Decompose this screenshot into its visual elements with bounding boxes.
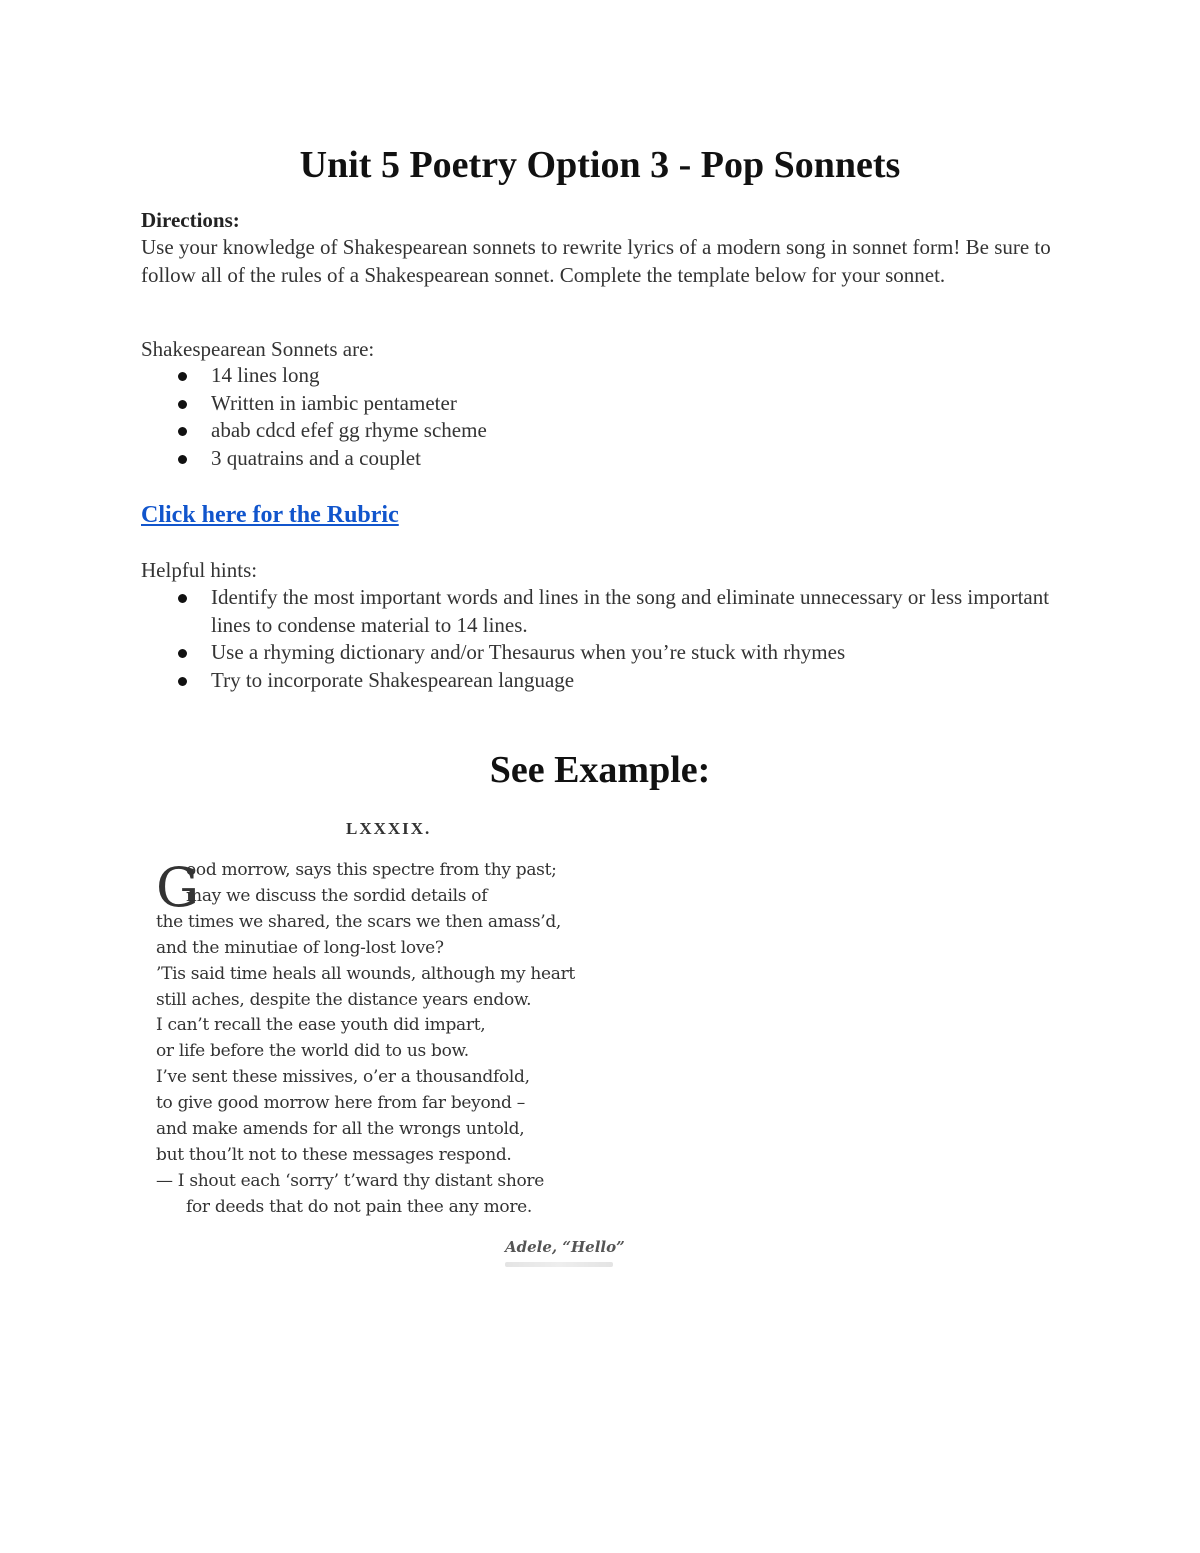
list-item-text: Written in iambic pentameter [211,390,457,415]
bullet-icon [178,594,187,603]
sonnet-line: — I shout each ‘sorry’ t’ward thy distant shore [156,1170,545,1191]
sonnet-line: and make amends for all the wrongs untold, [156,1119,525,1140]
bullet-icon [178,649,187,658]
sonnet-attribution: Adele, “Hello” [505,1238,625,1256]
bullet-icon [178,427,187,436]
bullet-icon [178,372,187,381]
sonnet-rules-intro: Shakespearean Sonnets are: [141,337,375,361]
list-item [141,445,1041,473]
hints-list [141,584,1061,694]
list-item-text: 3 quatrains and a couplet [211,445,421,470]
directions-heading: Directions: [141,208,240,232]
sonnet-line: ’Tis said time heals all wounds, although my heart [156,963,575,984]
sonnet-line: may we discuss the sordid details of [186,885,488,906]
example-sonnet-image [140,815,640,1285]
list-item-text: Try to incorporate Shakespearean language [211,667,575,692]
list-item-text: 14 lines long [211,363,320,387]
bullet-icon [178,677,187,686]
list-item [141,667,1061,695]
list-item [141,639,1061,667]
sonnet-line: and the minutiae of long-lost love? [156,937,444,958]
sonnet-line: still aches, despite the distance years endow. [156,989,532,1010]
sonnet-line: I’ve sent these missives, o’er a thousandfold, [156,1067,530,1088]
document-title: Unit 5 Poetry Option 3 - Pop Sonnets [299,144,901,186]
sonnet-line: ood morrow, says this spectre from thy past; [186,860,557,880]
list-item-text: Identify the most important words and lines in the song and eliminate unnecessary or less important lines to condense material to 14 lines. [211,585,1050,637]
bullet-icon [178,400,187,409]
rubric-link[interactable]: Click here for the Rubric [141,502,399,528]
list-item-text: abab cdcd efef gg rhyme scheme [211,418,487,442]
list-item-text: Use a rhyming dictionary and/or Thesaurus when you’re stuck with rhymes [211,640,846,664]
sonnet-line: to give good morrow here from far beyond – [156,1093,525,1114]
sonnet-line: the times we shared, the scars we then amass’d, [156,911,562,932]
sonnet-lines [156,858,575,1221]
sonnet-line: for deeds that do not pain thee any more. [186,1196,533,1217]
list-item [141,584,1061,639]
sonnet-rules-list [141,362,1041,472]
sonnet-number: LXXXIX. [346,819,432,838]
hints-intro: Helpful hints: [141,558,258,582]
directions-text: Use your knowledge of Shakespearean sonnets to rewrite lyrics of a modern song in sonnet form! Be sure to follow all of the rules of a Shakespearean sonnet. Complete the template below for your sonnet. [141,235,1051,287]
example-heading: See Example: [489,749,711,791]
sonnet-drop-cap: G [156,856,200,919]
watermark [505,1262,613,1267]
list-item [141,362,1041,390]
sonnet-line: but thou’lt not to these messages respond. [156,1144,512,1165]
list-item [141,417,1041,445]
sonnet-line: I can’t recall the ease youth did impart, [156,1015,486,1036]
bullet-icon [178,455,187,464]
list-item [141,390,1041,418]
sonnet-line: or life before the world did to us bow. [156,1041,469,1062]
